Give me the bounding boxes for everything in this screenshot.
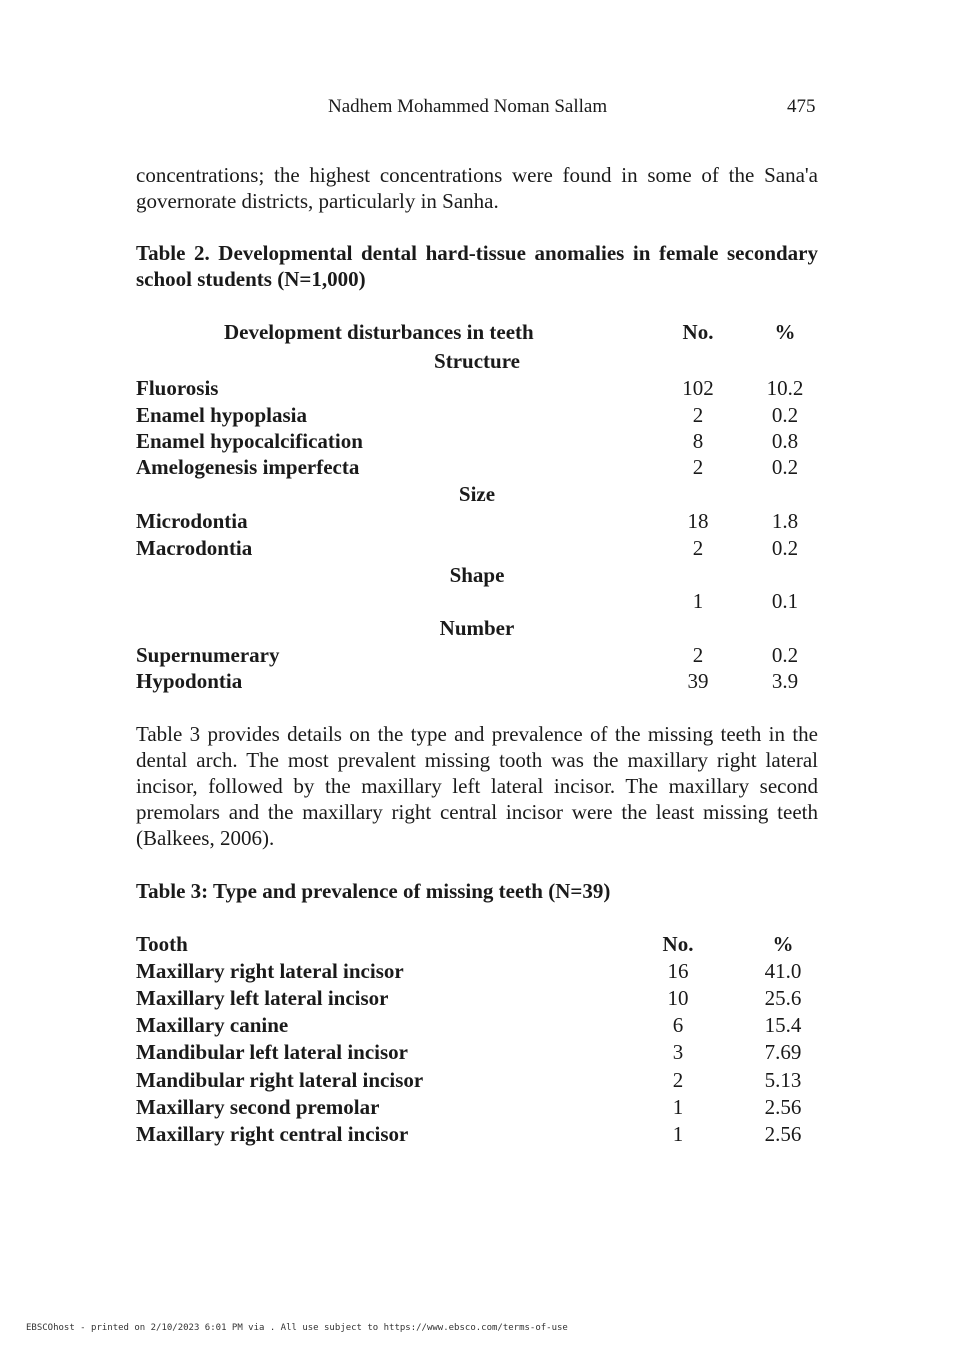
row-label: Enamel hypoplasia [136, 403, 307, 427]
row-pct: 0.1 [771, 589, 799, 613]
table-2-header-pct: % [774, 320, 796, 344]
table-row [136, 642, 818, 669]
row-no: 16 [667, 959, 689, 983]
table-2-group-title: Size [458, 482, 496, 506]
row-pct: 5.13 [764, 1068, 802, 1092]
table-row [136, 428, 818, 455]
row-no: 2 [672, 1068, 684, 1092]
row-pct: 1.8 [771, 509, 799, 533]
table-row [136, 668, 818, 695]
table-row [136, 1039, 818, 1066]
table-2-group-title: Structure [434, 349, 520, 373]
table-row [136, 535, 818, 562]
table-row [136, 985, 818, 1012]
row-pct: 10.2 [766, 376, 804, 400]
table-2-header-no: No. [682, 320, 714, 344]
row-no: 2 [692, 643, 704, 667]
page-number: 475 [787, 96, 816, 117]
row-label: Mandibular right lateral incisor [136, 1068, 424, 1092]
running-header-author: Nadhem Mohammed Noman Sallam [328, 96, 608, 117]
row-pct: 0.2 [771, 536, 799, 560]
table-row [136, 1012, 818, 1039]
row-no: 1 [672, 1095, 684, 1119]
row-pct: 0.2 [771, 455, 799, 479]
row-label: Maxillary left lateral incisor [136, 986, 389, 1010]
table-row [136, 402, 818, 429]
table-row [136, 1067, 818, 1094]
row-no: 2 [692, 536, 704, 560]
table-2-group-title: Shape [449, 563, 505, 587]
row-no: 1 [692, 589, 704, 613]
row-no: 39 [687, 669, 709, 693]
row-pct: 41.0 [764, 959, 802, 983]
table-3-header-pct: % [772, 932, 794, 956]
row-pct: 15.4 [764, 1013, 802, 1037]
row-label: Mandibular left lateral incisor [136, 1040, 409, 1064]
table-2-header-category: Development disturbances in teeth [224, 320, 534, 344]
row-label: Maxillary canine [136, 1013, 289, 1037]
row-label: Fluorosis [136, 376, 219, 400]
row-no: 6 [672, 1013, 684, 1037]
row-label: Maxillary second premolar [136, 1095, 380, 1119]
table-row [136, 454, 818, 481]
row-label: Supernumerary [136, 643, 280, 667]
table-3-header-no: No. [662, 932, 694, 956]
row-label: Enamel hypocalcification [136, 429, 363, 453]
row-no: 102 [682, 376, 714, 400]
row-label: Hypodontia [136, 669, 243, 693]
table-3-header-tooth: Tooth [136, 932, 188, 956]
table-row [136, 588, 818, 615]
row-no: 3 [672, 1040, 684, 1064]
row-no: 1 [672, 1122, 684, 1146]
row-label: Microdontia [136, 509, 248, 533]
row-pct: 0.2 [771, 643, 799, 667]
row-no: 2 [692, 455, 704, 479]
row-pct: 3.9 [771, 669, 799, 693]
row-label: Maxillary right central incisor [136, 1122, 409, 1146]
row-no: 2 [692, 403, 704, 427]
ebsco-footer-note: EBSCOhost - printed on 2/10/2023 6:01 PM via . All use subject to https://www.ebsco.com/terms-of-use [26, 1323, 568, 1333]
table-row [136, 958, 818, 985]
table-row [136, 375, 818, 402]
body-paragraph: concentrations; the highest concentrations were found in some of the Sana'a governorate districts, particularly in Sanha. [136, 163, 818, 213]
table-2-caption: Table 2. Developmental dental hard-tissue anomalies in female secondary school students (N=1,000) [136, 241, 818, 291]
row-label: Amelogenesis imperfecta [136, 455, 360, 479]
body-paragraph: Table 3 provides details on the type and prevalence of the missing teeth in the dental arch. The most prevalent missing tooth was the maxillary right lateral incisor, followed by the maxillary left lateral incisor. The maxillary second premolars and the maxillary right central incisor were the least missing teeth (Balkees, 2006). [136, 722, 818, 850]
row-no: 10 [667, 986, 689, 1010]
row-no: 18 [687, 509, 709, 533]
table-2-group-title: Number [439, 616, 515, 640]
row-pct: 7.69 [764, 1040, 802, 1064]
row-pct: 0.8 [771, 429, 799, 453]
table-row [136, 1094, 818, 1121]
table-row [136, 508, 818, 535]
table-2-header-row [136, 319, 818, 346]
row-label: Macrodontia [136, 536, 253, 560]
row-label: Maxillary right lateral incisor [136, 959, 404, 983]
table-row [136, 1121, 818, 1148]
row-pct: 2.56 [764, 1122, 802, 1146]
row-no: 8 [692, 429, 704, 453]
table-3-caption: Table 3: Type and prevalence of missing teeth (N=39) [136, 879, 611, 903]
row-pct: 2.56 [764, 1095, 802, 1119]
row-pct: 25.6 [764, 986, 802, 1010]
row-pct: 0.2 [771, 403, 799, 427]
table-3-header-row [136, 931, 818, 958]
